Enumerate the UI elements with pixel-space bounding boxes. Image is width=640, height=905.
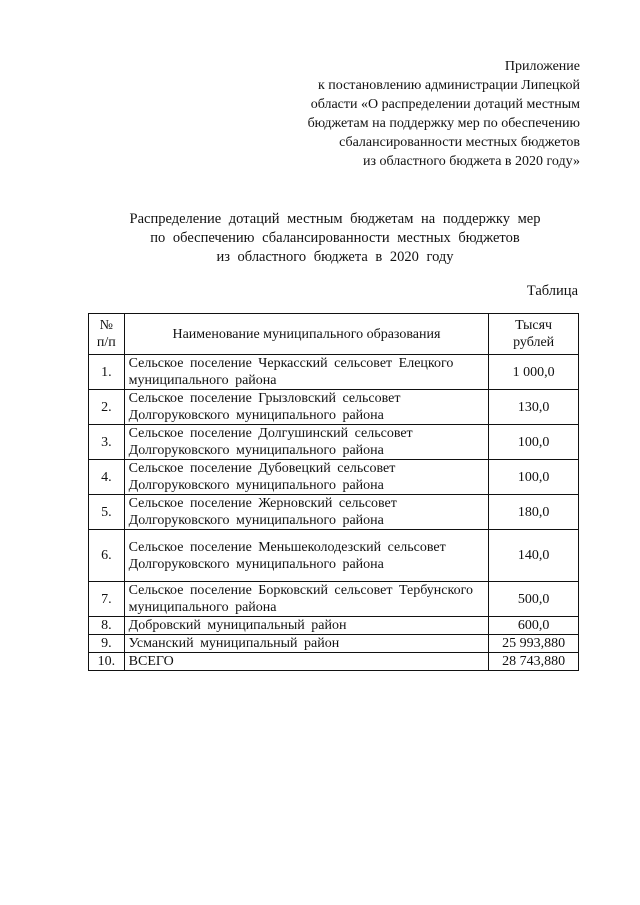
row-name: Добровский муниципальный район [124,617,489,635]
header-value: Тысяч рублей [489,314,579,355]
row-name: Сельское поселение Меньшеколодезский сельсовет Долгоруковского муниципального района [124,530,489,582]
row-name: Сельское поселение Грызловский сельсовет Долгоруковского муниципального района [124,390,489,425]
row-name: Сельское поселение Долгушинский сельсовет Долгоруковского муниципального района [124,425,489,460]
row-name: ВСЕГО [124,653,489,671]
title-line: из областного бюджета в 2020 году [216,249,454,265]
table-row [89,530,579,582]
appendix-line: Приложение [504,59,580,74]
row-name: Сельское поселение Жерновский сельсовет Долгоруковского муниципального района [124,495,489,530]
appendix-line: из областного бюджета в 2020 году» [363,154,580,169]
allocation-table [88,313,579,671]
row-num: 10. [89,653,125,671]
row-num: 7. [89,582,125,617]
table-row [89,635,579,653]
row-num: 2. [89,390,125,425]
header-num: № п/п [89,314,125,355]
appendix-line: области «О распределении дотаций местным [310,97,580,112]
row-name: Сельское поселение Черкасский сельсовет Елецкого муниципального района [124,355,489,390]
table-row-total [89,653,579,671]
row-name: Сельское поселение Борковский сельсовет Тербунского муниципального района [124,582,489,617]
appendix-line: сбалансированности местных бюджетов [339,135,580,150]
table-row [89,460,579,495]
row-num: 1. [89,355,125,390]
title-line: по обеспечению сбалансированности местных бюджетов [150,230,520,246]
row-num: 9. [89,635,125,653]
row-num: 4. [89,460,125,495]
row-value: 130,0 [489,390,579,425]
row-num: 3. [89,425,125,460]
table-row [89,617,579,635]
table-row [89,390,579,425]
appendix-block [250,57,580,171]
row-value: 28 743,880 [489,653,579,671]
row-value: 100,0 [489,425,579,460]
header-name: Наименование муниципального образования [124,314,489,355]
row-name: Усманский муниципальный район [124,635,489,653]
title-line: Распределение дотаций местным бюджетам на поддержку мер [129,211,541,227]
row-name: Сельское поселение Дубовецкий сельсовет Долгоруковского муниципального района [124,460,489,495]
table-header-row [89,314,579,355]
table-label: Таблица [526,283,578,299]
row-num: 8. [89,617,125,635]
appendix-line: бюджетам на поддержку мер по обеспечению [307,116,580,131]
row-value: 180,0 [489,495,579,530]
table-row [89,355,579,390]
appendix-line: к постановлению администрации Липецкой [317,78,580,93]
row-value: 140,0 [489,530,579,582]
row-num: 6. [89,530,125,582]
table-row [89,582,579,617]
row-value: 1 000,0 [489,355,579,390]
row-value: 600,0 [489,617,579,635]
table-row [89,495,579,530]
row-num: 5. [89,495,125,530]
table-row [89,425,579,460]
row-value: 100,0 [489,460,579,495]
row-value: 25 993,880 [489,635,579,653]
row-value: 500,0 [489,582,579,617]
document-title [95,210,575,267]
